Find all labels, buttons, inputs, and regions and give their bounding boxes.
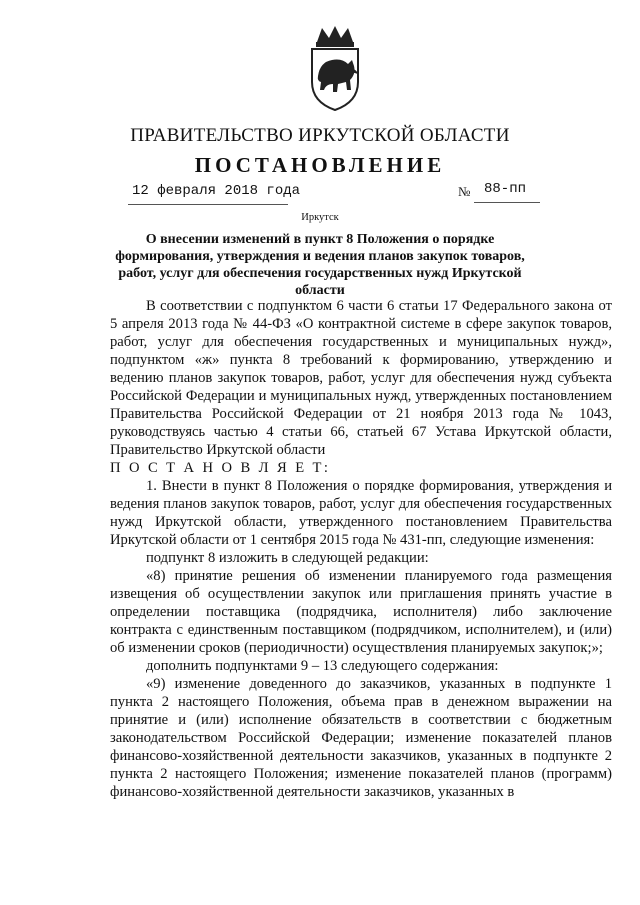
subitems-9-13-intro: дополнить подпунктами 9 – 13 следующего содержания: [146, 658, 499, 674]
coat-of-arms-emblem [302, 24, 368, 112]
government-name: ПРАВИТЕЛЬСТВО ИРКУТСКОЙ ОБЛАСТИ [130, 125, 510, 146]
document-body [110, 297, 612, 801]
number-underline [474, 202, 540, 203]
subitem-9-text: «9) изменение доведенного до заказчиков, указанных в подпункте 1 пункта 2 настоящего Положения, объема прав в денежном выражении на принятие и (или) исполнение обязательств в соответствии с бюджетным законодательством Российской Федерации; изменение показателей планов финансово-хозяйственной деятельности заказчиков, указанных в подпункте 2 пункта 2 настоящего Положения; изменение показателей планов (программ) финансово-хозяйственной деятельности заказчиков, указанных в [110, 676, 612, 800]
subitem-8-text: «8) принятие решения об изменении планируемого года размещения извещения об осуществлении закупок или приглашения принять участие в определении поставщика (подрядчика, исполнителя) либо заключение контракта с единственным поставщиком (подрядчиком, исполнителем), и (или) об изменении сроков (периодичности) осуществления планируемых закупок;»; [110, 568, 612, 656]
number-sign: № [458, 184, 471, 199]
decree-word: П О С Т А Н О В Л Я Е Т: [110, 460, 331, 476]
city-name: Иркутск [301, 212, 339, 223]
item-1-paragraph: 1. Внести в пункт 8 Положения о порядке формирования, утверждения и ведения планов закупок товаров, работ, услуг для обеспечения государственных нужд Иркутской области, утвержденного постановлением Правительства Иркутской области от 1 сентября 2015 года № 431-пп, следующие изменения: [110, 478, 612, 548]
date-underline [128, 204, 288, 205]
document-type: ПОСТАНОВЛЕНИЕ [194, 153, 446, 177]
document-date: 12 февраля 2018 года [132, 183, 301, 199]
document-title: О внесении изменений в пункт 8 Положения о порядке формирования, утверждения и ведения планов закупок товаров, работ, услуг для обеспечения государственных нужд Иркутской области [115, 232, 525, 298]
irkutsk-coat-of-arms-icon [302, 24, 368, 112]
preamble-paragraph: В соответствии с подпунктом 6 части 6 статьи 17 Федерального закона от 5 апреля 2013 года № 44-ФЗ «О контрактной системе в сфере закупок товаров, работ, услуг для обеспечения государственных и муниципальных нужд», подпунктом «ж» пункта 8 требований к формированию, утверждению и ведению планов закупок товаров, работ, услуг для обеспечения нужд субъекта Российской Федерации и муниципальных нужд, утвержденных постановлением Правительства Российской Федерации от 21 ноября 2013 года № 1043, руководствуясь частью 4 статьи 66, статьей 67 Устава Иркутской области, Правительство Иркутской области [110, 298, 612, 458]
document-number: 88-пп [484, 181, 527, 197]
subitem-8-intro: подпункт 8 изложить в следующей редакции: [146, 550, 429, 566]
